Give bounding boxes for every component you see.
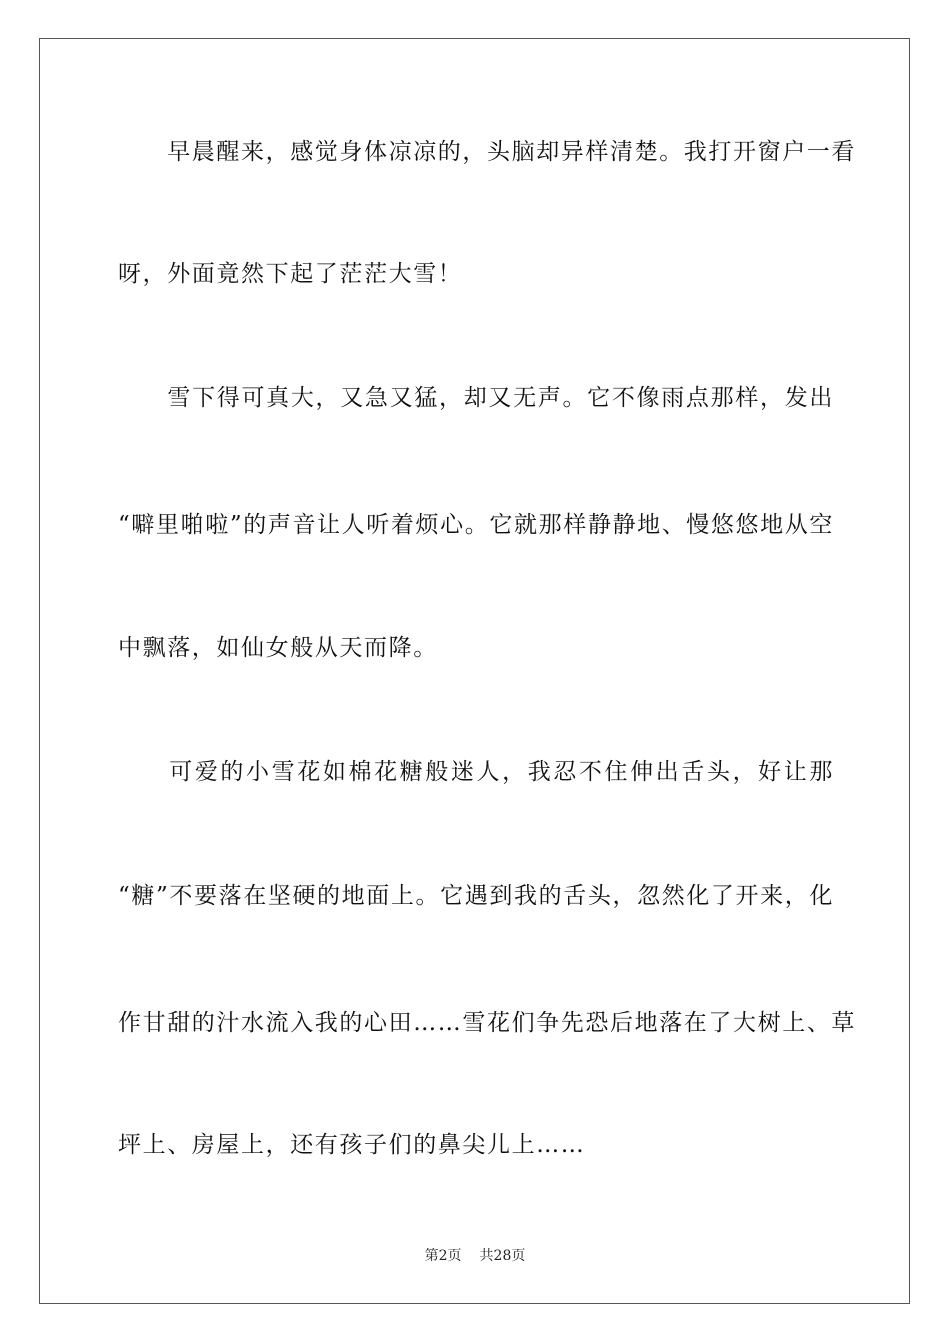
page-border bbox=[39, 38, 910, 1304]
paragraph-1-line-2: 呀，外面竟然下起了茫茫大雪！ bbox=[118, 261, 463, 287]
paragraph-2-line-1: 雪下得可真大，又急又猛，却又无声。它不像雨点那样，发出 bbox=[118, 385, 834, 411]
paragraph-2-line-3: 中飘落，如仙女般从天而降。 bbox=[118, 635, 438, 661]
page-number: 第2页 bbox=[424, 1248, 462, 1264]
page-total: 共28页 bbox=[479, 1248, 526, 1264]
paragraph-3-line-1: 可爱的小雪花如棉花糖般迷人，我忍不住伸出舌头，好让那 bbox=[118, 759, 834, 785]
paragraph-3-line-2: “糖”不要落在坚硬的地面上。它遇到我的舌头，忽然化了开来，化 bbox=[118, 883, 834, 909]
page-footer bbox=[0, 1246, 950, 1266]
paragraph-3-line-4: 坪上、房屋上，还有孩子们的鼻尖儿上…… bbox=[118, 1132, 586, 1158]
paragraph-2-line-2: “噼里啪啦”的声音让人听着烦心。它就那样静静地、慢悠悠地从空 bbox=[118, 512, 834, 538]
paragraph-3-line-3: 作甘甜的汁水流入我的心田……雪花们争先恐后地落在了大树上、草 bbox=[118, 1010, 856, 1036]
paragraph-1-line-1: 早晨醒来，感觉身体凉凉的，头脑却异样清楚。我打开窗户一看 bbox=[118, 139, 856, 165]
